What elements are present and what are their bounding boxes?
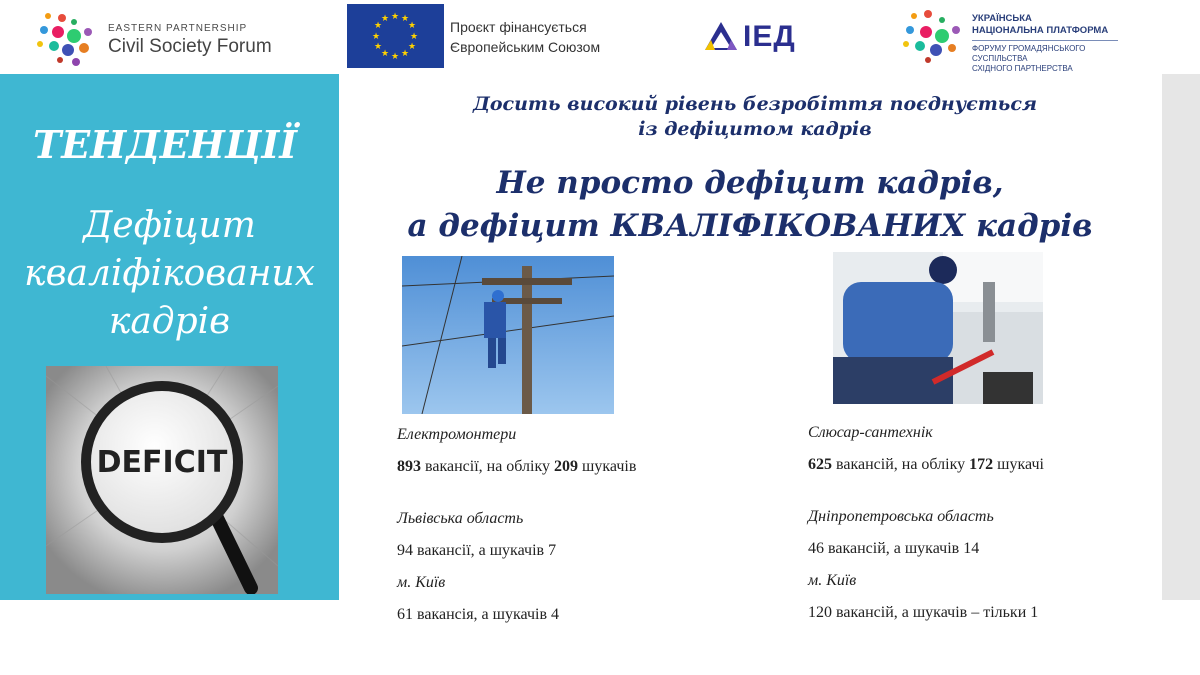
eu-funding-text [450, 17, 600, 57]
eap-csf-logo [34, 10, 284, 70]
trends-title: ТЕНДЕНЦІЇ [32, 122, 298, 167]
deficit-word: DEFICIT [96, 445, 228, 480]
region-label: м. Київ [808, 572, 857, 589]
ied-logo [703, 20, 813, 56]
vacancy-count: 893 [397, 458, 421, 475]
electrician-pole-icon [402, 256, 614, 414]
unp-line-4: СХІДНОГО ПАРТНЕРСТВА [972, 64, 1073, 73]
svg-text:★: ★ [390, 12, 400, 22]
plumber-stats [808, 424, 1158, 624]
svg-text:★: ★ [407, 42, 417, 52]
main-heading [340, 162, 1160, 248]
svg-text:★: ★ [400, 14, 410, 24]
svg-text:★: ★ [380, 14, 390, 24]
vacancy-text: вакансії, на обліку [421, 458, 555, 475]
svg-text:★: ★ [400, 49, 410, 59]
eu-stars-icon [347, 4, 444, 68]
unp-line-2: НАЦІОНАЛЬНА ПЛАТФОРМА [972, 25, 1109, 36]
svg-text:★: ★ [390, 52, 400, 62]
svg-text:★: ★ [407, 21, 417, 31]
total-stat [808, 456, 1158, 476]
vacancy-count: 625 [808, 456, 832, 473]
region-label: Львівська область [397, 510, 524, 527]
plumber-icon [833, 252, 1043, 404]
profession-label: Електромонтери [397, 426, 517, 443]
seeker-text: шукачів [578, 458, 637, 475]
seeker-text: шукачі [993, 456, 1044, 473]
deficit-heading [0, 202, 339, 346]
eu-line-2: Європейським Союзом [450, 39, 601, 55]
region-label: м. Київ [397, 574, 446, 591]
deficit-magnifier-image [46, 366, 278, 594]
svg-text:★: ★ [409, 32, 419, 42]
ied-text: ІЕД [743, 20, 796, 53]
deficit-line-3: кадрів [108, 301, 231, 342]
ied-triangle-icon [703, 20, 739, 52]
plumber-photo [833, 252, 1043, 404]
unp-subtitle [972, 44, 1138, 74]
unp-title [972, 13, 1108, 37]
deficit-line-2: кваліфікованих [24, 253, 315, 294]
subheading [360, 92, 1150, 142]
seeker-count: 209 [554, 458, 579, 475]
region-stat: 94 вакансії, а шукачів 7 [397, 542, 557, 559]
unp-logo [898, 8, 1138, 73]
main-heading-line-2: а дефіцит КВАЛІФІКОВАНИХ кадрів [407, 208, 1093, 244]
svg-text:★: ★ [371, 32, 381, 42]
svg-text:★: ★ [373, 21, 383, 31]
unp-divider [972, 40, 1118, 41]
right-side-strip [1162, 74, 1200, 600]
dots-cluster-icon [898, 8, 968, 68]
vacancy-text: вакансій, на обліку [832, 456, 970, 473]
electrician-stats [397, 426, 757, 626]
main-heading-line-1: Не просто дефіцит кадрів, [496, 165, 1004, 201]
eap-big-text: Civil Society Forum [108, 36, 272, 57]
unp-line-3: ФОРУМУ ГРОМАДЯНСЬКОГО СУСПІЛЬСТВА [972, 44, 1086, 63]
region-label: Дніпропетровська область [808, 508, 994, 525]
svg-text:★: ★ [380, 49, 390, 59]
region-stat: 120 вакансій, а шукачів – тільки 1 [808, 604, 1039, 621]
eap-small-text: EASTERN PARTNERSHIP [108, 23, 248, 34]
dots-cluster-icon [34, 10, 104, 70]
unp-line-1: УКРАЇНСЬКА [972, 13, 1032, 24]
svg-text:★: ★ [373, 42, 383, 52]
seeker-count: 172 [969, 456, 994, 473]
subheading-line-2: із дефіцитом кадрів [638, 118, 872, 140]
magnifier-icon [46, 366, 278, 594]
eu-line-1: Проєкт фінансується [450, 19, 587, 35]
total-stat [397, 458, 757, 478]
region-stat: 61 вакансія, а шукачів 4 [397, 606, 560, 623]
eu-flag-icon [347, 4, 444, 68]
deficit-line-1: Дефіцит [83, 205, 256, 246]
region-stat: 46 вакансій, а шукачів 14 [808, 540, 980, 557]
header-logos [0, 0, 1200, 74]
subheading-line-1: Досить високий рівень безробіття поєднується [472, 93, 1038, 115]
electrician-photo [402, 256, 614, 414]
profession-label: Слюсар-сантехнік [808, 424, 933, 441]
left-panel [0, 74, 339, 600]
